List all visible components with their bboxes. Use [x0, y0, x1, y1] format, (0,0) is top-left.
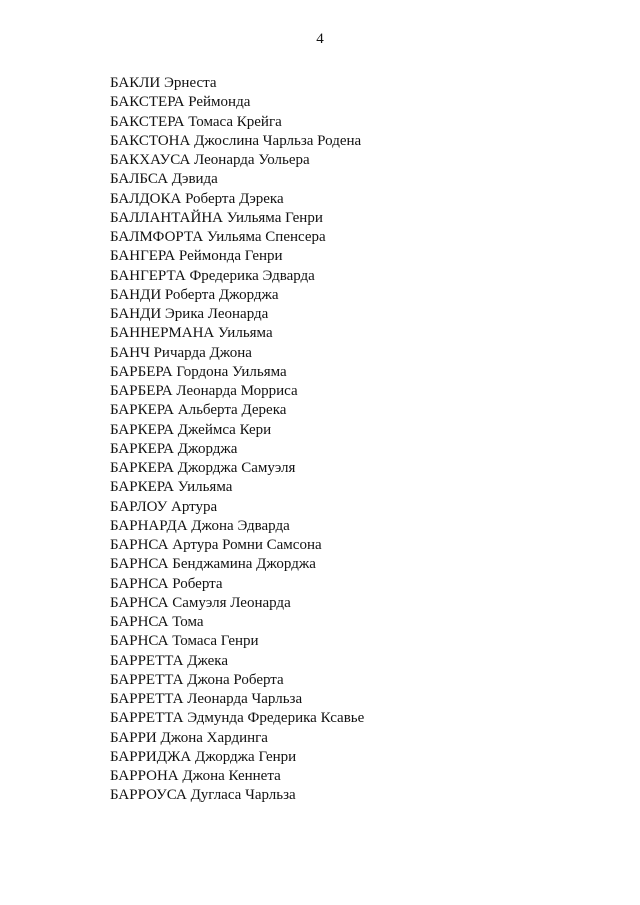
list-item: БАРРИДЖА Джорджа Генри: [110, 748, 297, 765]
list-item: БАЛЛАНТАЙНА Уильяма Генри: [110, 209, 323, 226]
list-item: БАРНСА Самуэля Леонарда: [110, 594, 291, 611]
list-item: БАНГЕРТА Фредерика Эдварда: [110, 267, 315, 284]
list-item: БАРБЕРА Гордона Уильяма: [110, 363, 287, 380]
list-item: БАКЛИ Эрнеста: [110, 75, 217, 91]
list-item: БАРНСА Артура Ромни Самсона: [110, 537, 322, 553]
list-item: БАРНСА Бенджамина Джорджа: [110, 556, 316, 573]
list-item: БАЛБСА Дэвида: [110, 171, 218, 188]
list-item: БАКХАУСА Леонарда Уольера: [110, 152, 310, 168]
list-item: БАКСТОНА Джослина Чарльза Родена: [110, 132, 362, 149]
list-item: БАКСТЕРА Томаса Крейга: [110, 113, 282, 130]
list-item: БАРРЕТТА Леонарда Чарльза: [110, 691, 303, 707]
list-item: БАРРОНА Джона Кеннета: [110, 768, 281, 784]
list-item: БАРБЕРА Леонарда Морриса: [110, 383, 298, 399]
list-item: БАРРИ Джона Хардинга: [110, 729, 268, 746]
list-item: БАЛМФОРТА Уильяма Спенсера: [110, 229, 326, 245]
list-item: БАРНСА Роберта: [110, 575, 223, 592]
list-item: БАЛДОКА Роберта Дэрека: [110, 190, 284, 207]
list-item: БАРКЕРА Альберта Дерека: [110, 402, 287, 419]
list-item: БАРКЕРА Джорджа Самуэля: [110, 460, 296, 476]
list-item: БАНДИ Эрика Леонарда: [110, 306, 269, 322]
list-item: БАРНСА Томаса Генри: [110, 633, 259, 650]
list-item: БАРРЕТТА Эдмунда Фредерика Ксавье: [110, 710, 365, 727]
name-list: [110, 74, 364, 806]
list-item: БАРРЕТТА Джека: [110, 652, 229, 669]
list-item: БАРКЕРА Джеймса Кери: [110, 421, 272, 438]
list-item: БАНЧ Ричарда Джона: [110, 344, 252, 361]
list-item: БАКСТЕРА Реймонда: [110, 94, 251, 111]
list-item: БАРРОУСА Дугласа Чарльза: [110, 787, 296, 804]
page-number: 4: [316, 31, 324, 47]
list-item: БАРЛОУ Артура: [110, 498, 218, 515]
list-item: БАРНСА Тома: [110, 614, 204, 630]
list-item: БАРКЕРА Уильяма: [110, 479, 233, 496]
list-item: БАННЕРМАНА Уильяма: [110, 325, 273, 342]
list-item: БАРРЕТТА Джона Роберта: [110, 671, 284, 688]
list-item: БАРКЕРА Джорджа: [110, 440, 238, 457]
list-item: БАНГЕРА Реймонда Генри: [110, 248, 283, 265]
list-item: БАНДИ Роберта Джорджа: [110, 286, 279, 303]
list-item: БАРНАРДА Джона Эдварда: [110, 517, 290, 534]
